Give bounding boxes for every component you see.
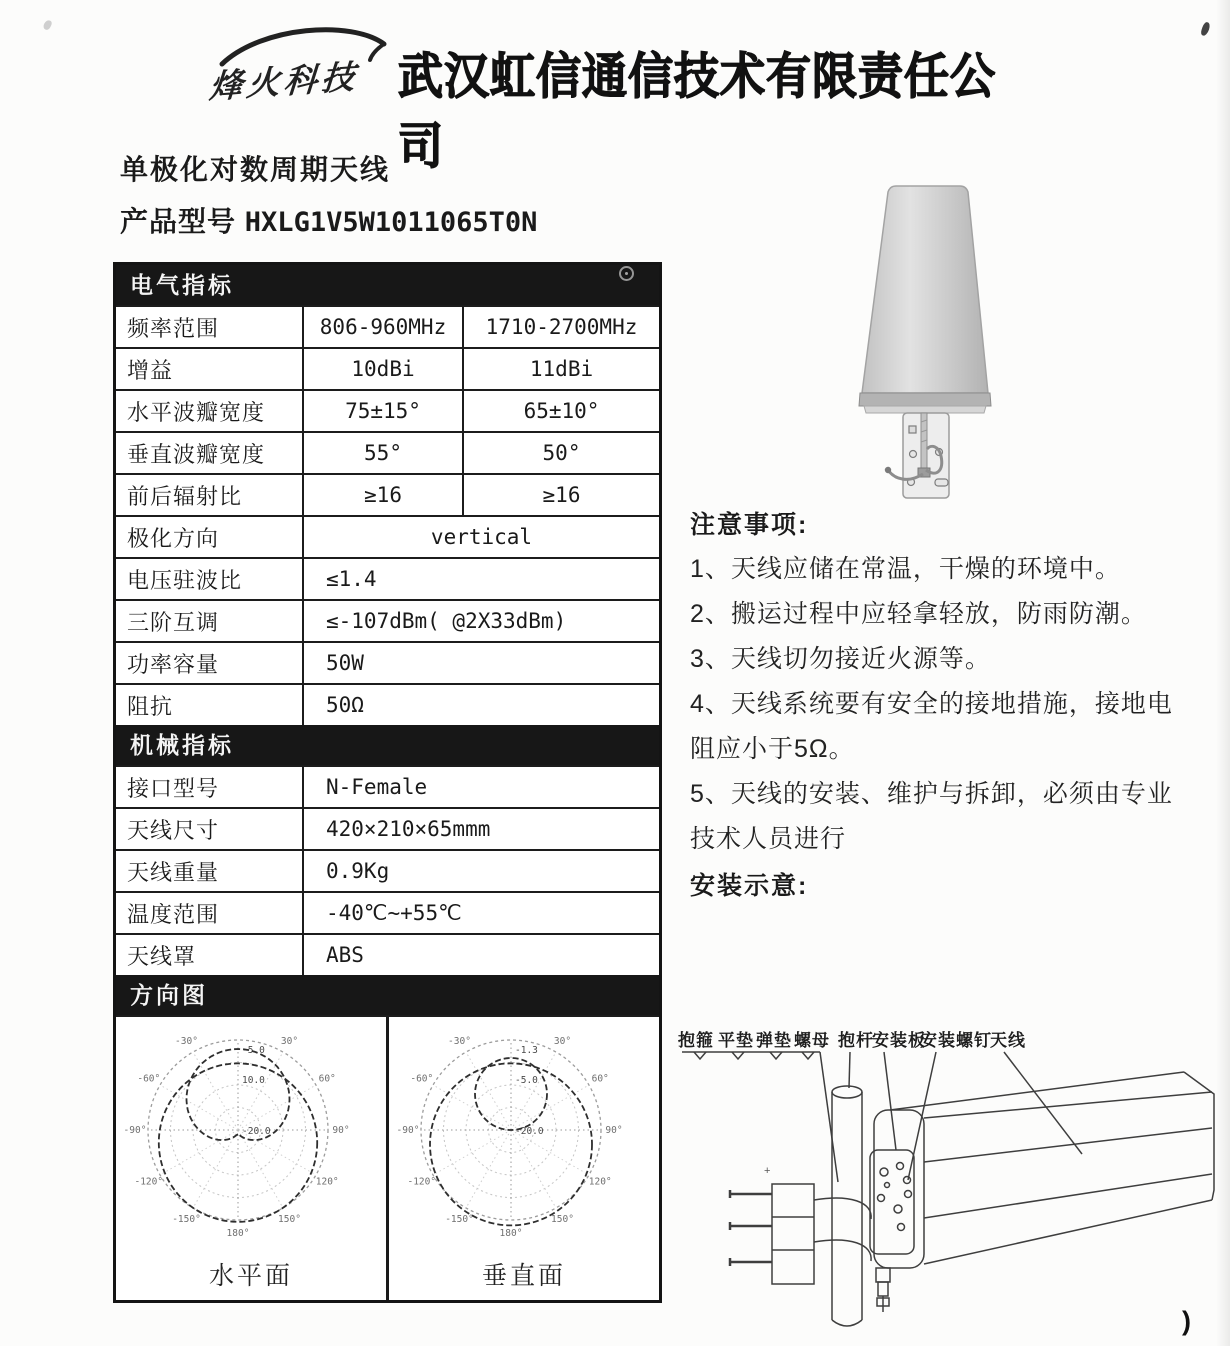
install-label-pole: 抱杆 — [838, 1031, 874, 1050]
svg-text:-60°: -60° — [410, 1073, 434, 1085]
svg-text:-20.0: -20.0 — [242, 1126, 271, 1137]
svg-text:150°: 150° — [278, 1214, 301, 1226]
svg-text:-5.0: -5.0 — [515, 1075, 538, 1087]
spec-value: ABS — [326, 943, 364, 967]
spec-row — [116, 431, 659, 473]
install-label-flat-washer: 平垫 — [718, 1031, 754, 1050]
model-number: HXLG1V5W1011065T0N — [244, 207, 538, 238]
svg-text:-150°: -150° — [172, 1214, 201, 1226]
notes-heading: 注意事项: — [690, 511, 809, 539]
install-heading: 安装示意: — [690, 872, 809, 900]
svg-text:-90°: -90° — [396, 1125, 420, 1136]
install-diagram — [672, 1022, 1224, 1344]
svg-text:150°: 150° — [551, 1214, 574, 1226]
spec-value-band2: 65±10° — [523, 399, 600, 423]
scan-artifact-speck — [42, 19, 53, 31]
spec-row — [116, 599, 659, 641]
svg-text:60°: 60° — [318, 1073, 336, 1085]
spec-label: 极化方向 — [116, 517, 304, 557]
antenna-photo — [843, 180, 1023, 510]
install-label-mount-screw: 安装螺钉 — [920, 1031, 992, 1050]
spec-label: 垂直波瓣宽度 — [116, 433, 304, 473]
spec-row — [116, 347, 659, 389]
spec-row — [116, 933, 659, 975]
install-label-clamp: 抱箍 — [678, 1031, 714, 1050]
svg-text:180°: 180° — [226, 1228, 250, 1239]
spec-value: -40℃~+55℃ — [326, 901, 462, 925]
spec-label: 阻抗 — [116, 685, 304, 725]
spec-label: 三阶互调 — [116, 601, 304, 641]
svg-text:-30°: -30° — [175, 1035, 198, 1047]
spec-label: 天线重量 — [116, 851, 304, 891]
spec-row — [116, 473, 659, 515]
spec-value-band1: 55° — [304, 433, 464, 473]
spec-label: 增益 — [116, 349, 304, 389]
spec-label: 接口型号 — [116, 767, 304, 807]
note-item: 5、天线的安装、维护与拆卸，必须由专业技术人员进行 — [690, 780, 1173, 853]
spec-value: N-Female — [326, 775, 428, 799]
install-label-spring-washer: 弹垫 — [756, 1031, 792, 1050]
scan-artifact-stamp — [619, 266, 634, 281]
svg-text:-90°: -90° — [123, 1125, 147, 1136]
company-name: 武汉虹信通信技术有限责任公司 — [398, 48, 997, 174]
svg-text:10.0: 10.0 — [242, 1075, 265, 1087]
svg-text:120°: 120° — [315, 1176, 339, 1188]
note-item: 4、天线系统要有安全的接地措施，接地电阻应小于5Ω。 — [690, 690, 1173, 763]
spec-value: 50Ω — [326, 693, 364, 717]
spec-value: 0.9Kg — [326, 859, 390, 883]
svg-text:-1.3: -1.3 — [515, 1045, 538, 1056]
svg-text:-120°: -120° — [134, 1176, 164, 1188]
svg-text:30°: 30° — [553, 1035, 572, 1047]
spec-label: 天线尺寸 — [116, 809, 304, 849]
svg-text:90°: 90° — [605, 1125, 623, 1136]
spec-value-band1: 806-960MHz — [304, 307, 464, 347]
svg-text:-30°: -30° — [448, 1035, 471, 1047]
model-line — [120, 200, 537, 240]
svg-text:-150°: -150° — [445, 1214, 474, 1226]
svg-text:30°: 30° — [280, 1035, 299, 1047]
section-bar: 电气指标 — [116, 265, 659, 305]
install-label-antenna: 天线 — [990, 1031, 1026, 1050]
spec-value: vertical — [430, 525, 533, 549]
spec-value-band2: 1710-2700MHz — [485, 315, 638, 339]
install-label-mount-plate: 安装板 — [872, 1031, 926, 1050]
spec-value: 420×210×65mmm — [326, 817, 491, 841]
svg-text:120°: 120° — [588, 1176, 612, 1188]
polar-plot-vertical — [389, 1017, 659, 1300]
scan-artifact-mark — [1200, 21, 1211, 36]
note-item: 2、搬运过程中应轻拿轻放，防雨防潮。 — [690, 600, 1147, 628]
spec-value-band2: ≥16 — [542, 483, 581, 507]
spec-value-band2: 11dBi — [529, 357, 594, 381]
svg-text:-120°: -120° — [407, 1176, 437, 1188]
spec-row — [116, 765, 659, 807]
spec-label: 前后辐射比 — [116, 475, 304, 515]
spec-value: ≤-107dBm( @2X33dBm) — [326, 609, 567, 633]
page-title: 单极化对数周期天线 — [120, 154, 391, 185]
section-bar: 机械指标 — [116, 725, 659, 765]
note-item: 3、天线切勿接近火源等。 — [690, 645, 991, 673]
spec-label: 功率容量 — [116, 643, 304, 683]
svg-text:180°: 180° — [499, 1228, 523, 1239]
spec-row — [116, 641, 659, 683]
spec-value: 50W — [326, 651, 364, 675]
spec-value-band2: 50° — [542, 441, 581, 465]
spec-row — [116, 683, 659, 725]
spec-row — [116, 305, 659, 347]
install-label-nut: 螺母 — [794, 1031, 830, 1050]
pattern-plots — [116, 1015, 659, 1300]
company-logo — [200, 22, 400, 117]
spec-row — [116, 515, 659, 557]
spec-value-band1: 75±15° — [304, 391, 464, 431]
section-bar-pattern: 方向图 — [116, 975, 659, 1015]
radome-shape — [862, 186, 988, 393]
spec-row — [116, 891, 659, 933]
spec-label: 温度范围 — [116, 893, 304, 933]
model-label: 产品型号 — [120, 206, 237, 237]
svg-text:90°: 90° — [332, 1125, 350, 1136]
spec-value-band1: 10dBi — [304, 349, 464, 389]
note-item: 1、天线应储在常温，干燥的环境中。 — [690, 555, 1121, 583]
svg-text:-5.0: -5.0 — [242, 1045, 265, 1056]
spec-label: 天线罩 — [116, 935, 304, 975]
install-line-art — [672, 1022, 1224, 1344]
spec-value: ≤1.4 — [326, 567, 377, 591]
spec-row — [116, 557, 659, 599]
spec-row — [116, 389, 659, 431]
spec-value-band1: ≥16 — [304, 475, 464, 515]
spec-row — [116, 807, 659, 849]
plot-caption: 垂直面 — [481, 1262, 566, 1290]
svg-text:+: + — [764, 1165, 771, 1177]
plot-caption: 水平面 — [208, 1262, 293, 1290]
svg-text:-60°: -60° — [137, 1073, 161, 1085]
svg-text:-20.0: -20.0 — [515, 1126, 544, 1137]
logo-text: 烽火科技 — [208, 57, 360, 106]
spec-table — [113, 262, 662, 1303]
notes-section — [690, 505, 1190, 902]
polar-plot-horizontal — [116, 1017, 389, 1300]
spec-label: 水平波瓣宽度 — [116, 391, 304, 431]
spec-label: 电压驻波比 — [116, 559, 304, 599]
spec-row — [116, 849, 659, 891]
svg-text:60°: 60° — [591, 1073, 609, 1085]
scan-artifact-paren: ) — [1182, 1306, 1191, 1336]
spec-label: 频率范围 — [116, 307, 304, 347]
